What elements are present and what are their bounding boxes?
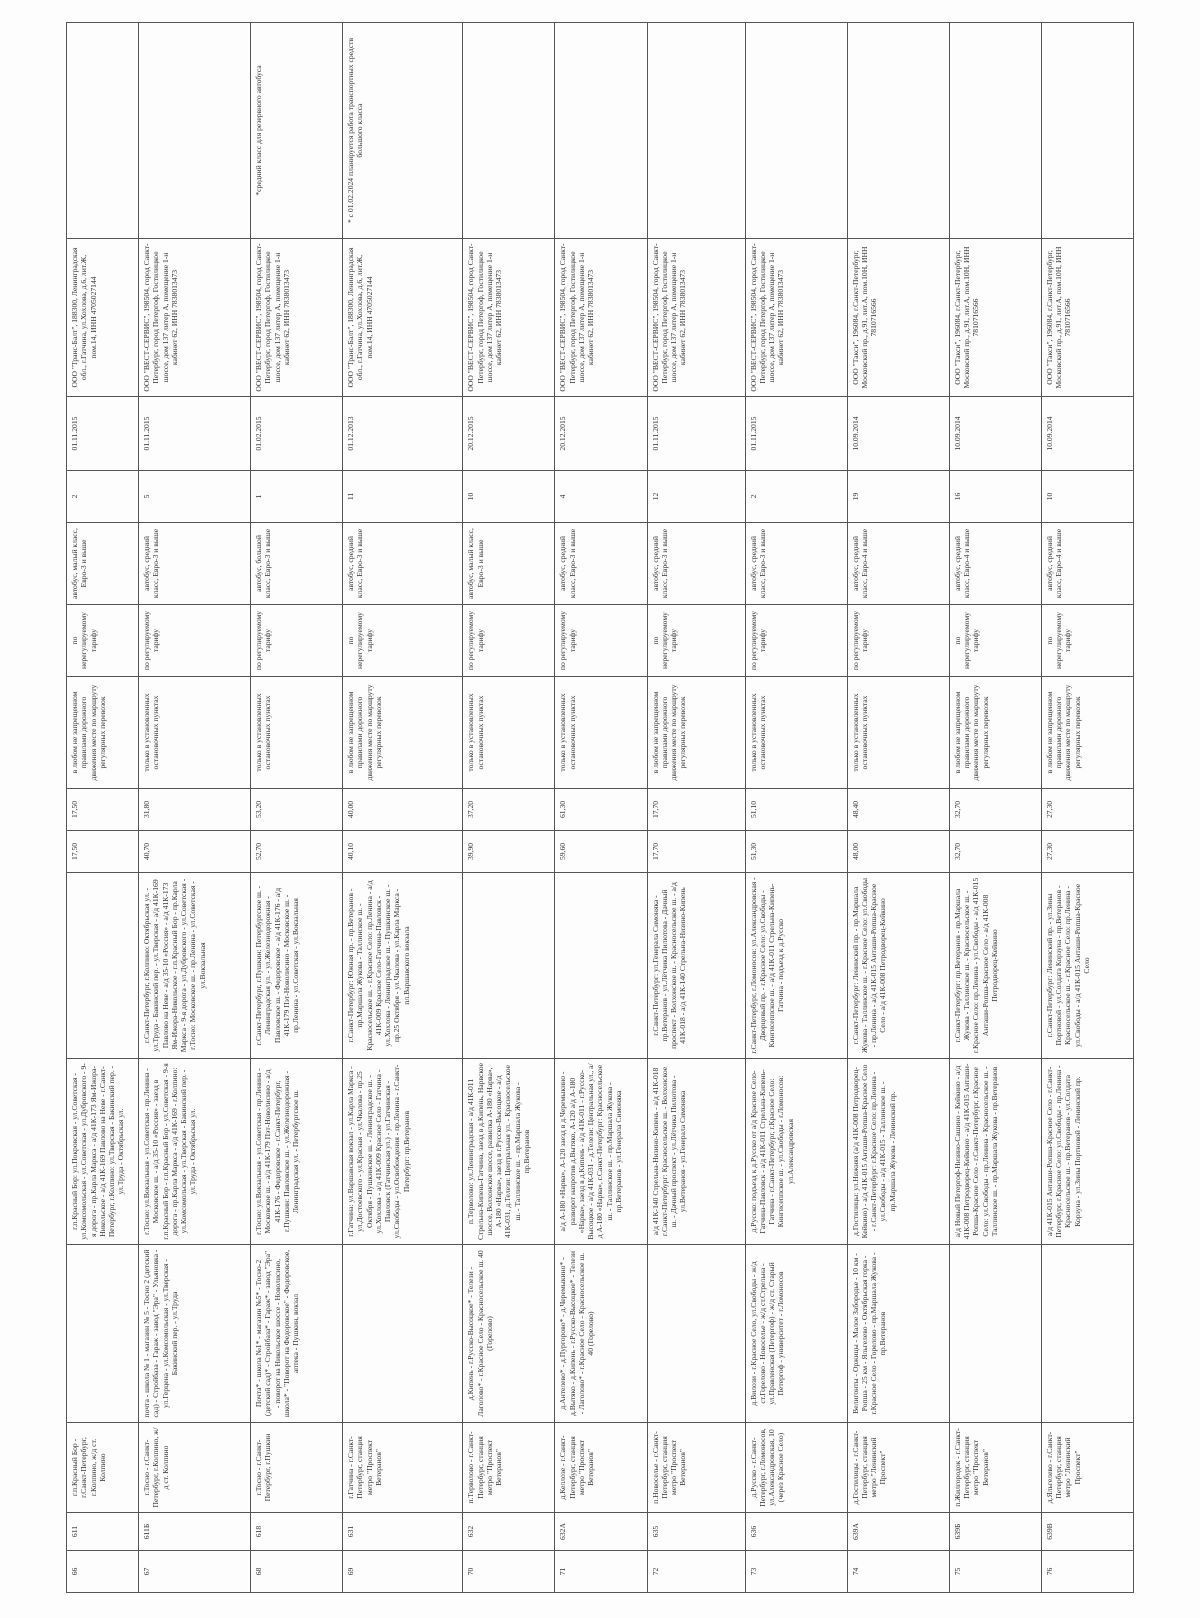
carrier-info: ООО "ВЕСТ-СЕРВИС", 198504, город Санкт-Петербург, город Петергоф, Гостилицкое шоссе, дом 137 литер А, помещение 1-н кабинет 62, ИНН 7838013473	[463, 239, 555, 397]
row-number: 72	[647, 1551, 745, 1593]
length-backward: 17,70	[647, 789, 745, 831]
length-forward: 40,70	[139, 831, 251, 873]
vehicle-class: автобус, большой класс, Евро-3 и выше	[251, 523, 343, 605]
streets-backward: г.Санкт-Петербург: ул.Генерала Симоняка - пр.Ветеранов - ул.Лётчика Пилютова - Дачный проспект - Волхонское ш. - Красносельское ш. - а/д 41К-018 - а/д 41К-140 Стрельна-Низино-Кипень	[647, 873, 745, 1059]
route-name: п.Жилгородок - г.Санкт-Петербург, станция метро "Проспект Ветеранов"	[949, 1423, 1041, 1513]
notes: *средний класс для резервного автобуса	[251, 23, 343, 239]
carrier-info: ООО "Такси", 196084, г.Санкт-Петербург, Московский пр., д.91, лит.А, пом.10Н, ИНН 7810716566	[949, 239, 1041, 397]
intermediate-stops	[949, 1245, 1041, 1423]
streets-forward: д.Гостилицы: ул.Нижняя (а/д 41К-008 Петродворец-Кейкино) - а/д 41К-015 Анташи-Ропша-Красное Село - г.Санкт-Петербург: г.Красное Село: пр.Ленина - ул.Свободы - а/д 41К-015 - Таллинское ш. - пр.Маршала Жукова - Ленинский пр.	[847, 1059, 949, 1245]
table-row	[555, 23, 647, 1593]
length-forward: 51,30	[745, 831, 847, 873]
vehicle-class: автобус, средний класс, Евро-3 и выше	[647, 523, 745, 605]
carrier-info: ООО "ВЕСТ-СЕРВИС", 198504, город Санкт-Петербург, город Петергоф, Гостилицкое шоссе, дом 137 литер А, помещение 1-н кабинет 62, ИНН 7838013473	[555, 239, 647, 397]
route-number: 639Б	[949, 1513, 1041, 1551]
table-row	[67, 23, 139, 1593]
row-number: 76	[1041, 1551, 1133, 1593]
start-date: 01.12.2013	[343, 397, 463, 471]
table-row	[343, 23, 463, 1593]
streets-forward: г.Гатчина: ул.Варшавская вокзал - ул.Карла Маркса - ул.Достоевского - ул.Красная - ул.Чкалова - пр.25 Октября - Пушкинское ш. - Ленинградское ш. - ул.Хохлова - а/д 41К-009 Красное Село - Гатчина - Павловск (Гатчинская ул.) - ул.Гатчинская - ул.Свободы - ул.Освобождения - пр.Ленина - г.Санкт-Петербург: пр.Ветеранов	[343, 1059, 463, 1245]
start-date: 10.09.2014	[1041, 397, 1133, 471]
vehicle-quantity: 2	[745, 471, 847, 523]
route-number: 639А	[847, 1513, 949, 1551]
vehicle-quantity: 11	[343, 471, 463, 523]
route-number: 611Б	[139, 1513, 251, 1551]
intermediate-stops	[1041, 1245, 1133, 1423]
tariff-type: по нерегулируемому тарифу	[343, 605, 463, 677]
vehicle-class: автобус, средний класс, Евро-4 и выше	[1041, 523, 1133, 605]
length-forward: 39,90	[463, 831, 555, 873]
carrier-info: ООО "Такси", 196084, г.Санкт-Петербург, Московский пр., д.91, лит.А, пом.10Н, ИНН 7810716566	[847, 239, 949, 397]
boarding-order: в любом не запрещенном правилами дорожного движения месте по маршруту регулярных перевозок	[949, 677, 1041, 789]
route-number: 611	[67, 1513, 139, 1551]
notes	[745, 23, 847, 239]
length-backward: 37,20	[463, 789, 555, 831]
streets-forward: г.Тосно: ул.Вокзальная - ул.Советская - пр.Ленина - Московское ш. - а/д 41К-179 Пэт-Новолисино - а/д 41К-176 - Федоровское - г.Санкт-Петербург, г.Пушкин: Павловское ш. - ул.Железнодорожная - Ленинградская ул. - Петербургское ш.	[251, 1059, 343, 1245]
start-date: 01.11.2015	[139, 397, 251, 471]
length-backward: 17,50	[67, 789, 139, 831]
notes	[67, 23, 139, 239]
vehicle-class: автобус, средний класс, Евро-4 и выше	[847, 523, 949, 605]
notes	[463, 23, 555, 239]
row-number: 70	[463, 1551, 555, 1593]
table-row	[847, 23, 949, 1593]
table-row	[647, 23, 745, 1593]
start-date: 10.09.2014	[949, 397, 1041, 471]
route-number: 636	[745, 1513, 847, 1551]
tariff-type: по регулируемому тарифу	[251, 605, 343, 677]
length-forward: 48,00	[847, 831, 949, 873]
streets-backward: г.Санкт-Петербург: пр.Ветеранов - пр.Маршала Жукова - Таллинское ш. - Красносельское ш. - г.Красное Село: пр.Ленина - ул.Свободы - а/д 41К-015 Анташи-Ропша-Красное Село - а/д 41К-008 Петродворец-Кейкино	[949, 873, 1041, 1059]
streets-forward: а/д 41К-015 Анташи-Ропша-Красное Село - г.Санкт-Петербург, г.Красное Село: ул.Свободы - пр.Ленина - Красносельское ш. - пр.Ветеранов - ул.Солдата Корзуна - ул.Зины Портновой - Ленинский пр.	[1041, 1059, 1133, 1245]
route-name: п.Новоселье - г.Санкт-Петербург, станция метро "Проспект Ветеранов"	[647, 1423, 745, 1513]
boarding-order: в любом не запрещенном правилами дорожного движения месте по маршруту регулярных перевозок	[1041, 677, 1133, 789]
tariff-type: по регулируемому тарифу	[139, 605, 251, 677]
streets-backward: г.Санкт-Петербург: Ленинский пр. - пр.Маршала Жукова - Таллинское ш. - г.Красное Село: ул.Свободы - пр.Ленина - а/д 41К-015 Анташи-Ропша-Красное Село - а/д 41К-008 Петродворец-Кейкино	[847, 873, 949, 1059]
boarding-order: только в установленных остановочных пунктах	[463, 677, 555, 789]
carrier-info: ООО "ВЕСТ-СЕРВИС", 198504, город Санкт-Петербург, город Петергоф, Гостилицкое шоссе, дом 137 литер А, помещение 1-н кабинет 62, ИНН 7838013473	[139, 239, 251, 397]
table-row	[139, 23, 251, 1593]
streets-backward	[67, 873, 139, 1059]
length-forward: 59,60	[555, 831, 647, 873]
boarding-order: только в установленных остановочных пунктах	[745, 677, 847, 789]
length-forward: 40,10	[343, 831, 463, 873]
intermediate-stops: д.Антелево* - д.Пургорово* - д.Черемыкино* - д.Вытяко - д.Кипень - г.Русско-Высоцкое* - Телези - Лаголово* - г.Красное Село - Красносельское ш. 40 (Горелово)	[555, 1245, 647, 1423]
row-number: 66	[67, 1551, 139, 1593]
row-number: 71	[555, 1551, 647, 1593]
vehicle-quantity: 12	[647, 471, 745, 523]
intermediate-stops	[67, 1245, 139, 1423]
streets-backward: г.Санкт-Петербург, г.Колпино: Октябрьская ул. - ул.Труда - Бакинский пер. - ул.Тверская - а/д 41К-169 Павлово на Неве - а/д 35-10 «Россия» - а/д 41К-173 Ям-Ижора-Никольское - г.п.Красный Бор - пр.Карла Маркса - 9-я дорога - ул.Дубровского - ул.Советская - г.Тосно: Московское ш. - пр.Ленина - ул.Советская - ул.Вокзальная	[139, 873, 251, 1059]
vehicle-class: автобус, средний класс, Евро-3 и выше	[343, 523, 463, 605]
carrier-info: ООО "Транс-Балт", 188300, Ленинградская обл., г.Гатчина, ул.Хохлова, д.6, лит.Ж, пом.14, ИНН 4705027144	[67, 239, 139, 397]
route-name: п.Терволово - г.Санкт-Петербург, станция метро "Проспект Ветеранов"	[463, 1423, 555, 1513]
streets-backward: г.Санкт-Петербург, г.Ломоносов: ул.Александровская - Дворцовый пр. - г.Красное Село: ул.Свободы - Кингисеппское ш. - а/д 41К-011 Стрельна-Кипень-Гатчина - подъезд к д.Русско	[745, 873, 847, 1059]
start-date: 01.02.2015	[251, 397, 343, 471]
route-name: г.п.Красный Бор - г.Санкт-Петербург, г.Колпино, ж/д ст. Колпино	[67, 1423, 139, 1513]
streets-forward: г.Тосно: ул.Вокзальная - ул.Советская - пр.Ленина - Московское ш. - а/д 35-10 «Россия» - заезд в г.п.Красный Бор - г.п.Красный Бор - ул.Советская - 9-я дорога - пр.Карла Маркса - а/д 41К-169 - г.Колпино: ул.Комсомольская - ул.Тверская - Бакинский пер. - ул.Труда - Октябрьская ул.	[139, 1059, 251, 1245]
vehicle-class: автобус, средний класс, Евро-3 и выше	[139, 523, 251, 605]
start-date: 01.11.2015	[67, 397, 139, 471]
table-row	[251, 23, 343, 1593]
carrier-info: ООО "ВЕСТ-СЕРВИС", 198504, город Санкт-Петербург, город Петергоф, Гостилицкое шоссе, дом 137 литер А, помещение 1-н кабинет 62, ИНН 7838013473	[647, 239, 745, 397]
vehicle-quantity: 19	[847, 471, 949, 523]
length-backward: 40,00	[343, 789, 463, 831]
vehicle-class: автобус, средний класс, Евро-3 и выше	[745, 523, 847, 605]
streets-backward: г.Санкт-Петербург: Южная пр. - пр.Ветеранов - пр.Маршала Жукова - Таллинское ш. - Красносельское ш. - г.Красное Село: пр.Ленина - а/д 41К-009 Красное Село-Гатчина-Павловск - ул.Хохлова - Ленинградское ш. - Пушкинское ш. - пр.25 Октября - ул.Чкалова - ул.Карла Маркса - пл.Варшавского вокзала	[343, 873, 463, 1059]
tariff-type: по регулируемому тарифу	[555, 605, 647, 677]
streets-forward: г.п.Красный Бор: ул.Покровская - ул.Советская - ул.Комсомольская - ул.Советская - ул.Дубровского - 9-я дорога - пр.Карла Маркса - а/д 41К-173 Ям-Ижора-Никольское - а/д 41К-169 Павлово на Неве - г.Санкт-Петербург, г.Колпино: ул.Тверская - Бакинский пер. - ул.Труда - Октябрьская ул.	[67, 1059, 139, 1245]
tariff-type: по регулируемому тарифу	[745, 605, 847, 677]
intermediate-stops: почта - школа № 1 - магазин № 5 - Тосно 2 (детский сад) - Стройбаза - Гараж - завод "Эра" - Ульяновка - ул.Герцена - ул.Комсомольская - ул.Тверская - Бакинский пер. - ул.Труда	[139, 1245, 251, 1423]
streets-forward: а/д А-180 «Нарва», А-120 заезд в д.Черемыкино - разворот напротив д.Вытяко, А-120 а/д А-180 «Нарва», заезд в д.Кипень - а/д 41К-011 - г.Русско-Высоцкое - а/д 41К-031 - д.Телези: Центральная ул., а/д А-180 «Нарва», г.Санкт-Петербург: Красносельское ш. - Таллинское ш. - пр.Маршала Жукова - пр.Ветеранов - ул.Генерала Симоняка	[555, 1059, 647, 1245]
carrier-info: ООО "ВЕСТ-СЕРВИС", 198504, город Санкт-Петербург, город Петергоф, Гостилицкое шоссе, дом 137 литер А, помещение 1-н кабинет 62, ИНН 7838013473	[251, 239, 343, 397]
route-name: г.Гатчина - г.Санкт-Петербург, станция метро "Проспект Ветеранов"	[343, 1423, 463, 1513]
rotated-table-container	[66, 23, 1134, 1593]
boarding-order: только в установленных остановочных пунктах	[139, 677, 251, 789]
start-date: 10.09.2014	[847, 397, 949, 471]
carrier-info: ООО "Такси", 196084, г.Санкт-Петербург, Московский пр., д.91, лит.А, пом.10Н, ИНН 7810716566	[1041, 239, 1133, 397]
vehicle-quantity: 5	[139, 471, 251, 523]
length-backward: 48,40	[847, 789, 949, 831]
notes	[847, 23, 949, 239]
tariff-type: по нерегулируемому тарифу	[1041, 605, 1133, 677]
boarding-order: только в установленных остановочных пунктах	[251, 677, 343, 789]
vehicle-quantity: 10	[463, 471, 555, 523]
notes	[949, 23, 1041, 239]
notes: * с 01.02.2024 планируется работа транспортных средств большого класса	[343, 23, 463, 239]
route-registry-table	[66, 22, 1134, 1593]
length-backward: 31,80	[139, 789, 251, 831]
tariff-type: по нерегулируемому тарифу	[67, 605, 139, 677]
vehicle-class: автобус, средний класс, Евро-4 и выше	[949, 523, 1041, 605]
length-backward: 32,70	[949, 789, 1041, 831]
route-number: 632	[463, 1513, 555, 1551]
table-row	[1041, 23, 1133, 1593]
streets-forward: д.Русско: подъезд к д.Русско от а/д Красное Село-Гатчина-Павловск - а/д 41К-011 Стрельна-Кипень-Гатчина - г.Санкт-Петербург, г.Красное Село: Кингисеппское ш. - ул.Свободы - г.Ломоносов: ул.Александровская	[745, 1059, 847, 1245]
carrier-info: ООО "Транс-Балт", 188300, Ленинградская обл., г.Гатчина, ул.Хохлова, д.6, лит.Ж, пом.14, ИНН 4705027144	[343, 239, 463, 397]
streets-backward: г.Санкт-Петербург, г.Пушкин: Петербургское ш. - Ленинградская ул. - ул.Железнодорожная - Павловское ш. - Федоровское - а/д 41К-176 - а/д 41К-179 Пэт-Новолисино - Московское ш. - пр.Ленина - ул.Советская - ул.Вокзальная	[251, 873, 343, 1059]
row-number: 68	[251, 1551, 343, 1593]
length-backward: 53,20	[251, 789, 343, 831]
boarding-order: в любом не запрещенном правилами дорожного движения месте по маршруту регулярных перевозок	[343, 677, 463, 789]
start-date: 01.11.2015	[647, 397, 745, 471]
boarding-order: в любом не запрещенном правилами дорожного движения месте по маршруту регулярных перевозок	[67, 677, 139, 789]
route-number: 639В	[1041, 1513, 1133, 1551]
vehicle-quantity: 4	[555, 471, 647, 523]
route-number: 618	[251, 1513, 343, 1551]
route-name: д.Гостилицы - г.Санкт-Петербург, станция метро "Ленинский Проспект"	[847, 1423, 949, 1513]
vehicle-quantity: 1	[251, 471, 343, 523]
row-number: 73	[745, 1551, 847, 1593]
route-number: 632А	[555, 1513, 647, 1551]
row-number: 69	[343, 1551, 463, 1593]
table-row	[745, 23, 847, 1593]
streets-backward	[463, 873, 555, 1059]
length-backward: 27,30	[1041, 789, 1133, 831]
vehicle-quantity: 16	[949, 471, 1041, 523]
streets-backward: г.Санкт-Петербург: Ленинский пр. - ул.Зины Портновой - ул.Солдата Корзуна - пр.Ветеранов - Красносельское ш. - г.Красное Село: пр.Ленина - ул.Свободы - а/д 41К-015 Анташи-Ропша-Красное Село	[1041, 873, 1133, 1059]
length-backward: 51,10	[745, 789, 847, 831]
length-forward: 32,70	[949, 831, 1041, 873]
intermediate-stops: Почта* - школа №1* - магазин №5* - Тосно-2 (детский сад)* - Стройбаза* - Гараж* - завод "Эра" - поворот на Никольское шоссе - Новолисино, школа* - "Поворот на Федоровское" - Федоровское, аптека - Пушкин, вокзал	[251, 1245, 343, 1423]
intermediate-stops: д.Вилози - г.Красное Село, ул.Свободы - ж/д ст.Горелово - Новоселье - ж/д ст.Стрельна - ул.Правленская (Петергоф) - ж/д ст. Старый Петергоф - университет - г.Ломоносов	[745, 1245, 847, 1423]
vehicle-class: автобус, средний класс, Евро-3 и выше	[555, 523, 647, 605]
notes	[139, 23, 251, 239]
length-forward: 17,70	[647, 831, 745, 873]
notes	[1041, 23, 1133, 239]
tariff-type: по нерегулируемому тарифу	[949, 605, 1041, 677]
boarding-order: в любом не запрещенном правилами дорожного движения месте по маршруту регулярных перевозок	[647, 677, 745, 789]
streets-backward	[555, 873, 647, 1059]
boarding-order: только в установленных остановочных пунктах	[847, 677, 949, 789]
notes	[555, 23, 647, 239]
tariff-type: по регулируемому тарифу	[463, 605, 555, 677]
table-row	[463, 23, 555, 1593]
vehicle-class: автобус, малый класс, Евро-3 и выше	[67, 523, 139, 605]
length-forward: 27,30	[1041, 831, 1133, 873]
length-backward: 61,30	[555, 789, 647, 831]
notes	[647, 23, 745, 239]
route-name: д.Яльгелево - г.Санкт-Петербург, станция метро "Ленинский Проспект"	[1041, 1423, 1133, 1513]
row-number: 74	[847, 1551, 949, 1593]
route-name: д.Русско - г.Санкт-Петербург, г.Ломоносов, ул.Александровская, 10 (через Красное Село)	[745, 1423, 847, 1513]
row-number: 67	[139, 1551, 251, 1593]
length-forward: 52,70	[251, 831, 343, 873]
vehicle-quantity: 10	[1041, 471, 1133, 523]
vehicle-quantity: 2	[67, 471, 139, 523]
start-date: 20.12.2015	[555, 397, 647, 471]
carrier-info: ООО "ВЕСТ-СЕРВИС", 198504, город Санкт-Петербург, город Петергоф, Гостилицкое шоссе, дом 137 литер А, помещение 1-н кабинет 62, ИНН 7838013473	[745, 239, 847, 397]
boarding-order: только в установленных остановочных пунктах	[555, 677, 647, 789]
route-name: д.Келлозе - г.Санкт-Петербург, станция метро "Проспект Ветеранов"	[555, 1423, 647, 1513]
tariff-type: по нерегулируемому тарифу	[647, 605, 745, 677]
route-number: 631	[343, 1513, 463, 1551]
intermediate-stops	[343, 1245, 463, 1423]
row-number: 75	[949, 1551, 1041, 1593]
streets-forward: а/д 41К-140 Стрельна-Низино-Кипень - а/д 41К-018 г.Санкт-Петербург: Красносельское ш. - Волхонское ш. - Дачный проспект - ул.Лётчика Пилютова - ул.Ветеранов - ул.Генерала Симоняка	[647, 1059, 745, 1245]
streets-forward: п.Терволово: ул.Ленинградская - а/д 41К-011 Стрельна-Кипень-Гатчина, заезд в д.Кипень, Нарвское шоссе, Волхонское шоссе, развилка А-180 «Нарва», А-180 «Нарва», заезд в г.Русско-Высоцкое - а/д 41К-031, д.Телези: Центральная ул. - Красносельское ш. - Таллинское ш. - пр.Маршала Жукова - пр.Ветеранов	[463, 1059, 555, 1245]
vehicle-class: автобус, малый класс, Евро-3 и выше	[463, 523, 555, 605]
table-row	[949, 23, 1041, 1593]
intermediate-stops: Велигонты - Оржицы - Малое Забородье - 10 км - Ропша - 25 км - Яльгелево - Октябрьская горка - г.Красное Село - Горелово - пр.Маршала Жукова - пр.Ветеранов	[847, 1245, 949, 1423]
start-date: 01.11.2015	[745, 397, 847, 471]
length-forward: 17,50	[67, 831, 139, 873]
intermediate-stops	[647, 1245, 745, 1423]
route-name: г.Тосно - г.Санкт-Петербург, г.Колпино, ж/д ст. Колпино	[139, 1423, 251, 1513]
route-number: 635	[647, 1513, 745, 1551]
route-name: г.Тосно - г.Санкт-Петербург, г.Пушкин	[251, 1423, 343, 1513]
streets-forward: а/д Новый Петергоф-Низино-Сашино - Кейкино - а/д 41К-008 Петродворец-Кейкино - а/д 41К-015 Анташи-Ропша-Красное Село - г.Санкт-Петербург, г.Красное Село: ул.Свободы - пр.Ленина - Красносельское ш. - Таллинское ш. - пр.Маршала Жукова - пр.Ветеранов	[949, 1059, 1041, 1245]
tariff-type: по регулируемому тарифу	[847, 605, 949, 677]
intermediate-stops: д.Кипень - г.Русско-Высоцкое* - Телези - Лаголово* - г.Красное Село - Красносельское ш. 40 (Горелово)	[463, 1245, 555, 1423]
start-date: 20.12.2015	[463, 397, 555, 471]
